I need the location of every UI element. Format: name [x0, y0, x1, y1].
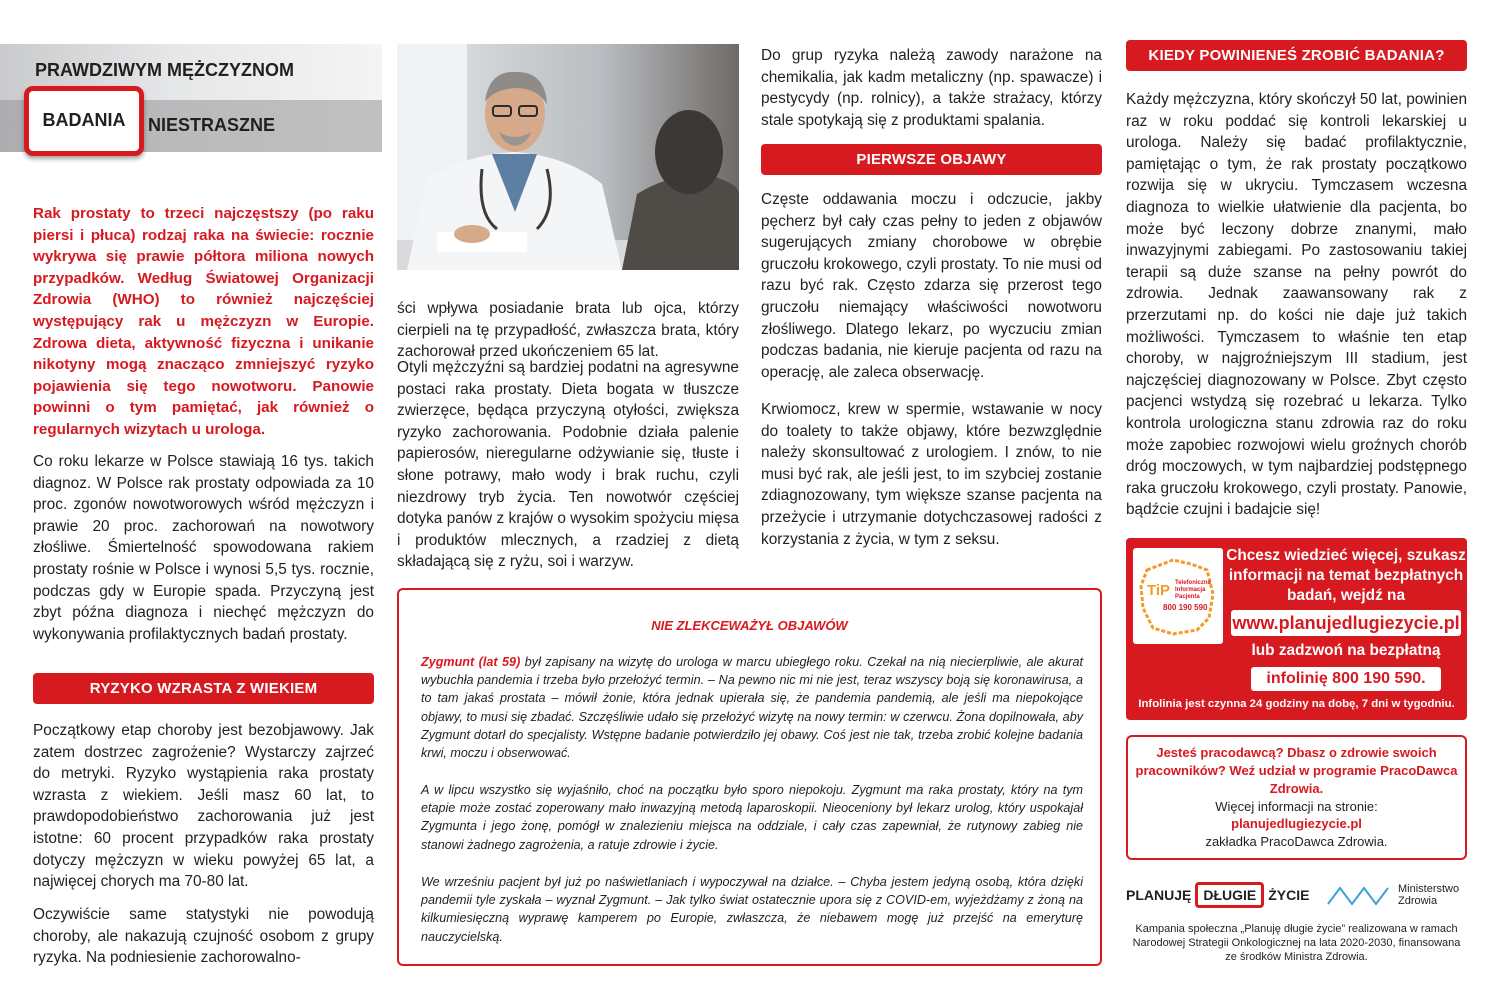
campaign-credit: Kampania społeczna „Planuję długie życie” realizowana w ramach Narodowej Strategii Onkologicznej na lata 2020-2030, finansowana ze środków Ministra Zdrowia.: [1132, 923, 1461, 963]
info-website-link[interactable]: www.planujedlugiezycie.pl: [1231, 610, 1461, 636]
info-hours: Infolinia jest czynna 24 godziny na dobę, 7 dni w tygodniu.: [1138, 698, 1455, 710]
campaign-logo-word2: DŁUGIE: [1195, 882, 1264, 908]
story-paragraph-1-text: był zapisany na wizytę do urologa w marcu ubiegłego roku. Czekał na nią niecierpliwie, ale akurat wybuchła pandemia i trzeba było przełożyć termin. – Na pewno nic mi nie jest, teraz wszyscy boją się koronawirusa, a to tam jakaś prostata – mówił żonie, która jednak upierała się, że pandemia pandemią, ale jeśli ma niepokojące objawy, to musi się zbadać. Szczęśliwie udało się przełożyć wizytę na nowy termin: w czerwcu. Żona dopilnowała, aby Zygmunt dotarł do specjalisty. Wstępne badanie potwierdziło jej obawy. Coś jest nie tak, trzeba zrobić kolejne badania krwi, moczu i obserwować.: [421, 655, 1083, 761]
col3-paragraph-1: Do grup ryzyka należą zawody narażone na chemikalia, jak kadm metaliczny (np. spawacze) i pestycydy (np. rolnicy), a także strażacy, którzy stale spotykają się z produktami spalania.: [761, 47, 1102, 129]
tip-logo-caption: [1175, 580, 1211, 601]
section-heading-when: KIEDY POWINIENEŚ ZROBIĆ BADANIA?: [1126, 40, 1467, 71]
col2-paragraph-2: Otyli mężczyźni są bardziej podatni na agresywne postaci raka prostaty. Dieta bogata w tłuszcze zwierzęce, będąca przyczyną otyłości, zwiększa ryzyko zachorowania. Podobnie działa palenie papierosów, nieregularne odżywianie się, tłuste i słone potrawy, mało wody i brak ruchu, czyli niezdrowy tryb życia. Ten nowotwór częściej dotyka panów z krajów o wysokim spożyciu mięsa i produktów mlecznych, a rzadziej z dietą składającą się z ryżu, soi i warzyw.: [397, 359, 739, 571]
lead-paragraph: Rak prostaty to trzeci najczęstszy (po raku piersi i płuca) rodzaj raka na świecie: rocznie wykrywa się prawie półtora miliona nowych przypadków. Według Światowej Organizacji Zdrowia (WHO) to również najczęściej występujący rak u mężczyzn w Europie. Zdrowa dieta, aktywność fizyczna i unikanie nikotyny mogą znacząco zmniejszyć ryzyko pojawienia się tego nowotworu. Panowie powinni o tym pamiętać, jak również o regularnych wizytach u urologa.: [33, 205, 374, 438]
employer-call-to-action: Jesteś pracodawcą? Dbasz o zdrowie swoich pracowników? Weź udział w programie PracoDawca Zdrowia.: [1135, 745, 1458, 796]
employer-tab-note: zakładka PracoDawca Zdrowia.: [1205, 834, 1388, 849]
info-call-text: lub zadzwoń na bezpłatną: [1251, 642, 1441, 659]
col1-paragraph-3: Oczywiście same statystyki nie powodują choroby, ale nakazują czujność osobom z grupy ryzyka. Na podniesienie zachorowalno-: [33, 906, 374, 967]
story-paragraph-3: We wrześniu pacjent był już po naświetlaniach i wypoczywał na działce. – Chyba jestem jedyną osobą, która dzięki pandemii tyle zyskała – wyznał Zygmunt. – Jak tylko świat ostatecznie upora się z COVID-em, wyjeżdżamy z żoną na kilkumiesięczną wyprawę kamperem po Europie, zwłaszcza, że niebawem mogę już przejść na emeryturę nauczycielską.: [421, 875, 1083, 944]
col3-paragraph-2: Częste oddawania moczu i odczucie, jakby pęcherz był cały czas pełny to jeden z objawów sugerujących zmiany chorobowe w obrębie gruczołu krokowego, czyli prostaty. To nie musi od razu być rak. Często zdarza się przerost tego gruczołu niemający właściwości nowotworu złośliwego. Dlatego lekarz, po wyczuciu zmian podczas badania, nie kieruje pacjenta od razu na operację, ale zaleca obserwację.: [761, 191, 1102, 381]
col1-paragraph-2: Początkowy etap choroby jest bezobjawowy. Jak zatem dostrzec zagrożenie? Wystarczy zajrzeć do metryki. Ryzyko wystąpienia raka prostaty wzrasta z wiekiem. Jeśli masz 60 lat, to prawdopodobieństwo zachorowania już jest istotne: 60 procent przypadków raka prostaty dotyczy mężczyzn w wieku powyżej 65 lat, a najwięcej chorych ma 70-80 lat.: [33, 722, 374, 891]
tip-caption-line1: Telefoniczna: [1175, 580, 1211, 586]
section-heading-risk: RYZYKO WZRASTA Z WIEKIEM: [33, 673, 374, 704]
story-person-name: Zygmunt (lat 59): [421, 655, 521, 669]
info-phone-link[interactable]: infolinię 800 190 590.: [1251, 667, 1441, 691]
masthead-title-line2: NIESTRASZNE: [148, 115, 276, 135]
col4-paragraph-1: Każdy mężczyzna, który skończył 50 lat, powinien raz w roku poddać się kontroli lekarskiej u urologa. Należy się badać profilaktycznie, pamiętając o tym, że rak prostaty początkowo rozwija się w ukryciu. Tymczasem wczesna diagnoza to wielkie ułatwienie dla pacjenta, bo może być leczony dobrze znanymi, mało inwazyjnymi zabiegami. Po zastosowaniu takiej terapii są duże szanse na pełny powrót do zdrowia. Jednak zaawansowany rak z przerzutami np. do kości nie daje już takich możliwości. Tymczasem to właśnie ten etap choroby, w najgroźniejszym III stadium, jest najczęściej diagnozowany w Polsce. Zbyt często pacjenci wstydzą się rozebrać u lekarza. Tylko kontrola urologiczna stanu zdrowia raz do roku może zapobiec rozwojowi wielu groźnych chorób dróg moczowych, w tym najbardziej podstępnego raka gruczołu krokowego, czyli prostaty. Panowie, bądźcie czujni i badajcie się!: [1126, 91, 1467, 519]
masthead-title-line1: PRAWDZIWYM MĘŻCZYZNOM: [35, 60, 294, 80]
doctor-photo-illustration: [397, 44, 739, 270]
tip-caption-line3: Pacjenta: [1175, 594, 1200, 600]
campaign-logo-word1: PLANUJĘ: [1126, 887, 1192, 903]
info-heading: Chcesz wiedzieć więcej, szukasz informacji na temat bezpłatnych badań, wejdź na: [1226, 547, 1466, 604]
ministry-name-line1: Ministerstwo: [1398, 883, 1460, 895]
tip-logo-card: [1133, 548, 1223, 644]
tip-logo-text: TiP: [1147, 582, 1171, 599]
ministry-name-line2: Zdrowia: [1398, 895, 1438, 907]
campaign-logo-word3: ŻYCIE: [1268, 887, 1310, 903]
tip-phone: 800 190 590: [1163, 603, 1208, 612]
story-title: NIE ZLEKCEWAŻYŁ OBJAWÓW: [651, 618, 848, 633]
employer-website-link[interactable]: planujedlugiezycie.pl: [1231, 816, 1362, 831]
tip-caption-line2: Informacja: [1175, 587, 1206, 593]
story-paragraph-2: A w lipcu wszystko się wyjaśniło, choć na początku było sporo niepokoju. Zygmunt ma raka prostaty, który na tym etapie może zostać zoperowany mało inwazyjną metodą laparoskopii. Nieoceniony był lekarz urolog, który uspokajał Zygmunta i jego żonę, pomógł w znalezieniu miejsca na oddziale, i cały czas zapewniał, że rutynowy zabieg nie stanowi żadnego zagrożenia, a ratuje zdrowie i życie.: [421, 783, 1083, 852]
doctor-photo: [397, 44, 739, 270]
story-paragraph-1: [421, 653, 1083, 762]
ministry-name: [1398, 883, 1459, 907]
masthead-badge-label: BADANIA: [42, 110, 126, 130]
col2-paragraph-1: ści wpływa posiadanie brata lub ojca, którzy cierpieli na tę przypadłość, zwłaszcza brata, który zachorował przed ukończeniem 65 lat.: [397, 300, 739, 361]
col3-paragraph-3: Krwiomocz, krew w spermie, wstawanie w nocy do toalety to także objawy, które bezwzględnie należy skonsultować z urologiem. I znów, to nie musi być rak, ale jeśli jest, to im szybciej zostanie zdiagnozowany, tym większe szanse pacjenta na przeżycie i utrzymanie dotychczasowej radości z korzystania z życia, w tym z seksu.: [761, 401, 1102, 548]
section-heading-symptoms: PIERWSZE OBJAWY: [761, 144, 1102, 175]
campaign-logo: [1126, 882, 1309, 908]
col1-paragraph-1: Co roku lekarze w Polsce stawiają 16 tys. takich diagnoz. W Polsce rak prostaty odpowiada za 10 proc. zgonów nowotworowych wśród mężczyzn i prawie 20 proc. zachorowań na nowotwory złośliwe. Śmiertelność spowodowana rakiem prostaty rośnie w Polsce i wynosi 5,5 tys. rocznie, podczas gdy w Europie spada. Przyczyną jest zbyt późna diagnoza i niechęć mężczyzn do wykonywania profilaktycznych badań prostaty.: [33, 453, 374, 643]
employer-more-info: Więcej informacji na stronie:: [1215, 799, 1378, 814]
